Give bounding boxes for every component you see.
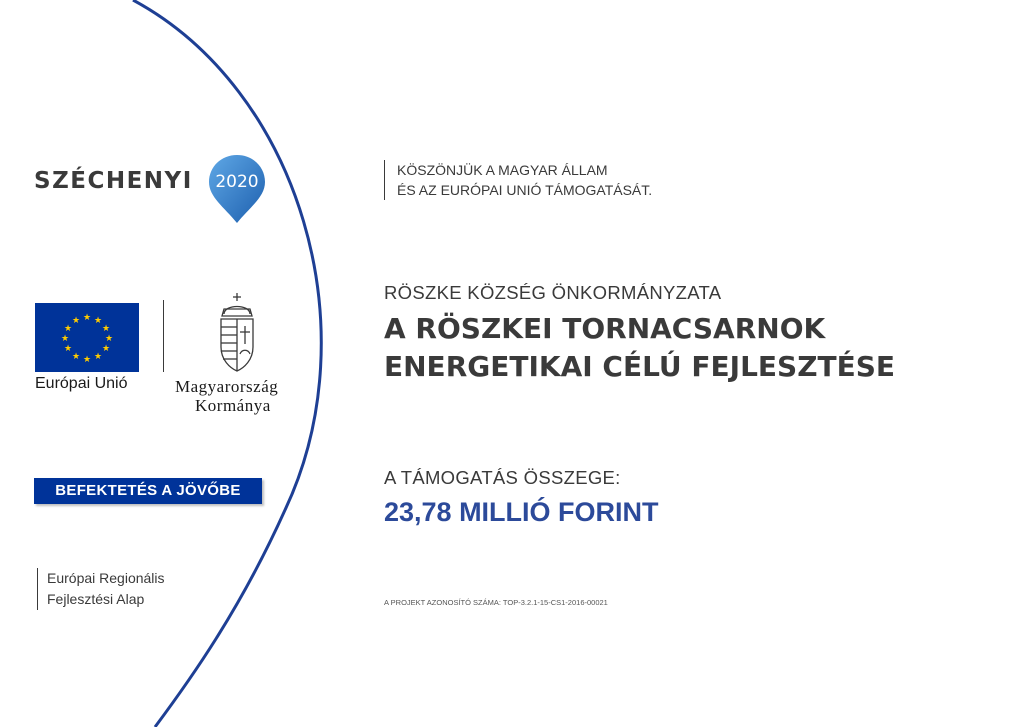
- fund-label-line2: Fejlesztési Alap: [47, 591, 145, 607]
- beneficiary-name: RÖSZKE KÖZSÉG ÖNKORMÁNYZATA: [384, 282, 722, 303]
- szechenyi-wordmark: SZÉCHENYI: [34, 168, 193, 194]
- thanks-line2: ÉS AZ EURÓPAI UNIÓ TÁMOGATÁSÁT.: [397, 182, 653, 198]
- project-title: [384, 310, 895, 386]
- svg-text:★: ★: [93, 316, 103, 326]
- logo-divider: [163, 300, 164, 372]
- thanks-line1: KÖSZÖNJÜK A MAGYAR ÁLLAM: [397, 162, 608, 178]
- svg-text:★: ★: [82, 313, 92, 323]
- svg-text:★: ★: [104, 334, 114, 344]
- project-title-line1: A RÖSZKEI TORNACSARNOK: [384, 312, 826, 345]
- government-label-line2: Kormánya: [195, 396, 271, 415]
- fund-label: [37, 568, 165, 610]
- fund-label-line1: Európai Regionális: [47, 570, 165, 586]
- funding-amount-value: 23,78 MILLIÓ FORINT: [384, 497, 659, 527]
- svg-text:★: ★: [101, 344, 111, 354]
- szechenyi-year: 2020: [215, 172, 259, 192]
- svg-text:★: ★: [93, 352, 103, 362]
- coat-of-arms-icon: [216, 292, 258, 372]
- project-id: A PROJEKT AZONOSÍTÓ SZÁMA: TOP-3.2.1-15-CS1-2016-00021: [384, 598, 608, 607]
- svg-text:★: ★: [71, 352, 81, 362]
- thanks-note: [384, 160, 652, 200]
- svg-text:★: ★: [101, 324, 111, 334]
- eu-label: Európai Unió: [35, 375, 128, 392]
- svg-text:★: ★: [63, 324, 73, 334]
- svg-text:★: ★: [82, 355, 92, 365]
- project-title-line2: ENERGETIKAI CÉLÚ FEJLESZTÉSE: [384, 350, 896, 383]
- eu-stars-icon: [35, 303, 139, 372]
- government-label-line1: Magyarország: [175, 377, 279, 396]
- svg-text:★: ★: [60, 334, 70, 344]
- eu-flag-icon: [35, 303, 139, 372]
- funding-amount-label: A TÁMOGATÁS ÖSSZEGE:: [384, 467, 621, 488]
- invest-in-future-banner: BEFEKTETÉS A JÖVŐBE: [34, 478, 262, 504]
- svg-text:★: ★: [63, 344, 73, 354]
- svg-text:★: ★: [71, 316, 81, 326]
